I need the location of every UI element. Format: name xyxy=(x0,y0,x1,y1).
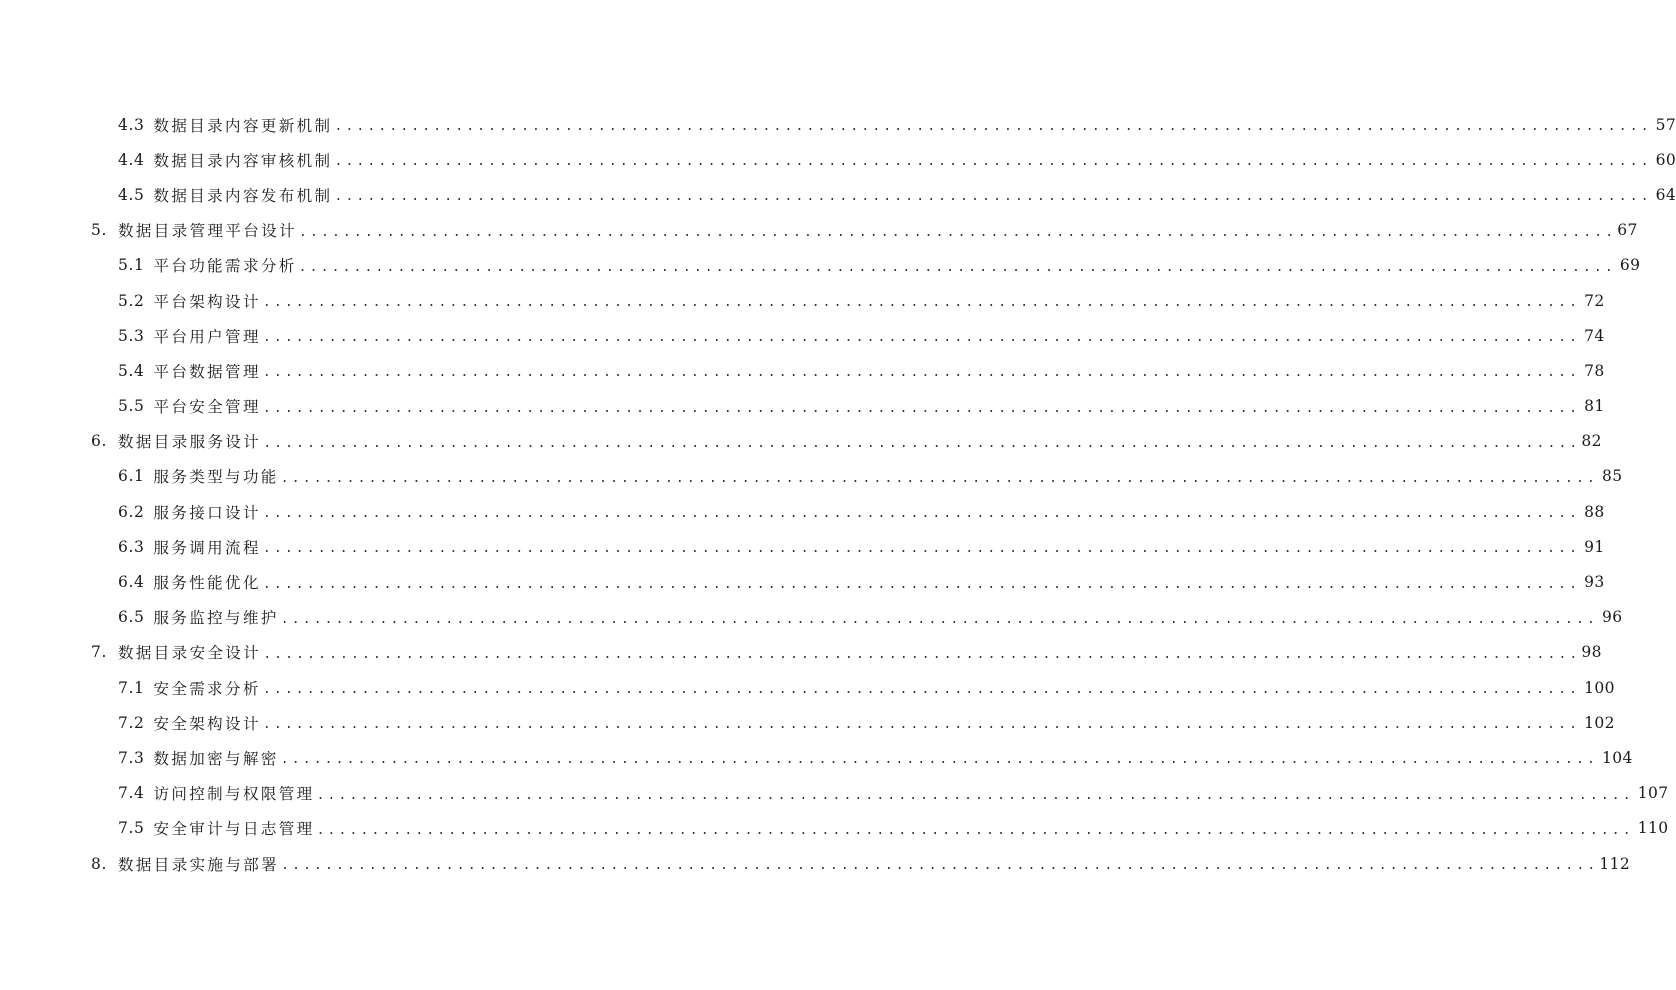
toc-entry-page: 104 xyxy=(1601,748,1633,767)
toc-entry-4-5[interactable] xyxy=(0,177,1676,212)
toc-entry-number: 6.1 xyxy=(118,467,145,486)
toc-entry-number: 6.2 xyxy=(118,502,145,521)
toc-entry-page: 60 xyxy=(1655,150,1676,169)
toc-entry-title: 安全架构设计 xyxy=(153,714,261,733)
toc-entry-title: 平台功能需求分析 xyxy=(153,257,297,276)
toc-entry-page: 96 xyxy=(1601,608,1623,627)
toc-leader-dots: ........................................................................................................................ xyxy=(316,822,1634,838)
toc-entry-number: 6.5 xyxy=(118,608,145,627)
toc-entry-page: 81 xyxy=(1584,397,1605,416)
toc-entry-title: 服务接口设计 xyxy=(153,503,261,522)
toc-entry-6-4[interactable] xyxy=(0,564,1605,599)
toc-entry-title: 数据加密与解密 xyxy=(153,749,279,768)
toc-entry-page: 93 xyxy=(1584,573,1605,592)
toc-leader-dots: ........................................................................................................................ xyxy=(262,682,1581,698)
toc-entry-page: 91 xyxy=(1584,537,1605,556)
toc-entry-number: 7.1 xyxy=(118,678,145,697)
toc-entry-7-2[interactable] xyxy=(0,705,1615,740)
toc-entry-number: 6.3 xyxy=(118,537,145,556)
toc-entry-page: 88 xyxy=(1584,502,1605,521)
toc-entry-number: 4.4 xyxy=(118,150,145,169)
toc-leader-dots: ........................................................................................................................ xyxy=(262,506,1581,522)
toc-entry-title: 数据目录内容发布机制 xyxy=(153,186,333,205)
toc-entry-page: 82 xyxy=(1581,432,1602,451)
toc-leader-dots: ........................................................................................................................ xyxy=(334,154,1652,170)
table-of-contents xyxy=(0,107,1676,881)
toc-leader-dots: ........................................................................................................................ xyxy=(316,787,1634,803)
toc-entry-number: 8. xyxy=(91,854,107,873)
toc-entry-7-1[interactable] xyxy=(0,670,1615,705)
toc-entry-title: 数据目录服务设计 xyxy=(118,433,262,452)
toc-entry-number: 4.5 xyxy=(118,185,145,204)
toc-leader-dots: ........................................................................................................................ xyxy=(263,435,1581,451)
toc-entry-number: 4.3 xyxy=(118,115,145,134)
toc-entry-title: 数据目录内容审核机制 xyxy=(153,151,333,170)
toc-entry-page: 72 xyxy=(1584,291,1605,310)
toc-entry-number: 5. xyxy=(91,221,107,240)
toc-entry-title: 服务监控与维护 xyxy=(153,609,279,628)
toc-entry-5-1[interactable] xyxy=(0,248,1641,283)
toc-entry-title: 服务性能优化 xyxy=(153,574,261,593)
toc-entry-title: 安全需求分析 xyxy=(153,679,261,698)
toc-leader-dots: ........................................................................................................................ xyxy=(334,119,1652,135)
toc-entry-number: 7.3 xyxy=(118,748,145,767)
toc-entry-number: 7. xyxy=(91,643,107,662)
toc-entry-number: 7.4 xyxy=(118,784,145,803)
toc-entry-number: 5.2 xyxy=(118,291,145,310)
toc-entry-page: 107 xyxy=(1637,784,1669,803)
toc-entry-page: 57 xyxy=(1655,115,1676,134)
toc-leader-dots: ........................................................................................................................ xyxy=(298,259,1616,275)
toc-entry-6-3[interactable] xyxy=(0,529,1605,564)
toc-entry-page: 110 xyxy=(1637,819,1669,838)
toc-entry-5-4[interactable] xyxy=(0,353,1605,388)
toc-leader-dots: ........................................................................................................................ xyxy=(280,470,1598,486)
toc-leader-dots: ........................................................................................................................ xyxy=(262,717,1581,733)
toc-entry-number: 7.5 xyxy=(118,819,145,838)
toc-entry-number: 5.3 xyxy=(118,326,145,345)
toc-leader-dots: ........................................................................................................................ xyxy=(334,189,1652,205)
toc-leader-dots: ........................................................................................................................ xyxy=(262,365,1581,381)
toc-leader-dots: ........................................................................................................................ xyxy=(262,541,1581,557)
toc-entry-number: 7.2 xyxy=(118,713,145,732)
toc-entry-5-3[interactable] xyxy=(0,318,1605,353)
toc-entry-4-4[interactable] xyxy=(0,142,1676,177)
toc-entry-7-4[interactable] xyxy=(0,776,1669,811)
toc-entry-title: 平台架构设计 xyxy=(153,292,261,311)
toc-entry-7-5[interactable] xyxy=(0,811,1669,846)
toc-entry-6[interactable] xyxy=(0,424,1602,459)
toc-entry-page: 85 xyxy=(1601,467,1623,486)
toc-leader-dots: ........................................................................................................................ xyxy=(262,295,1581,311)
toc-entry-5-5[interactable] xyxy=(0,389,1605,424)
toc-entry-page: 100 xyxy=(1584,678,1615,697)
toc-entry-7[interactable] xyxy=(0,635,1602,670)
toc-entry-7-3[interactable] xyxy=(0,740,1633,775)
toc-entry-4-3[interactable] xyxy=(0,107,1676,142)
toc-entry-page: 64 xyxy=(1655,185,1676,204)
toc-leader-dots: ........................................................................................................................ xyxy=(281,858,1599,874)
toc-entry-title: 数据目录管理平台设计 xyxy=(118,222,298,241)
toc-entry-title: 访问控制与权限管理 xyxy=(153,785,315,804)
toc-entry-title: 安全审计与日志管理 xyxy=(153,820,315,839)
toc-entry-5[interactable] xyxy=(0,213,1638,248)
toc-entry-number: 5.4 xyxy=(118,361,145,380)
toc-entry-title: 数据目录安全设计 xyxy=(118,644,262,663)
toc-entry-number: 5.1 xyxy=(118,256,145,275)
toc-leader-dots: ........................................................................................................................ xyxy=(299,224,1617,240)
toc-leader-dots: ........................................................................................................................ xyxy=(280,752,1598,768)
toc-entry-page: 102 xyxy=(1584,713,1615,732)
toc-leader-dots: ........................................................................................................................ xyxy=(263,646,1581,662)
toc-entry-page: 98 xyxy=(1581,643,1602,662)
toc-entry-6-1[interactable] xyxy=(0,459,1623,494)
toc-entry-number: 6.4 xyxy=(118,573,145,592)
toc-entry-title: 平台数据管理 xyxy=(153,362,261,381)
toc-entry-page: 67 xyxy=(1617,221,1638,240)
toc-entry-title: 数据目录内容更新机制 xyxy=(153,116,333,135)
toc-entry-8[interactable] xyxy=(0,846,1631,881)
toc-entry-title: 平台安全管理 xyxy=(153,398,261,417)
toc-entry-title: 平台用户管理 xyxy=(153,327,261,346)
toc-entry-page: 78 xyxy=(1584,361,1605,380)
toc-leader-dots: ........................................................................................................................ xyxy=(280,611,1598,627)
toc-leader-dots: ........................................................................................................................ xyxy=(262,330,1581,346)
toc-entry-number: 6. xyxy=(91,432,107,451)
toc-entry-page: 74 xyxy=(1584,326,1605,345)
toc-leader-dots: ........................................................................................................................ xyxy=(262,576,1581,592)
toc-entry-title: 服务调用流程 xyxy=(153,538,261,557)
toc-entry-page: 112 xyxy=(1599,854,1631,873)
toc-leader-dots: ........................................................................................................................ xyxy=(262,400,1581,416)
toc-entry-5-2[interactable] xyxy=(0,283,1605,318)
toc-entry-6-5[interactable] xyxy=(0,600,1623,635)
toc-entry-number: 5.5 xyxy=(118,397,145,416)
toc-entry-title: 数据目录实施与部署 xyxy=(118,855,280,874)
toc-entry-page: 69 xyxy=(1619,256,1641,275)
toc-entry-title: 服务类型与功能 xyxy=(153,468,279,487)
toc-entry-6-2[interactable] xyxy=(0,494,1605,529)
